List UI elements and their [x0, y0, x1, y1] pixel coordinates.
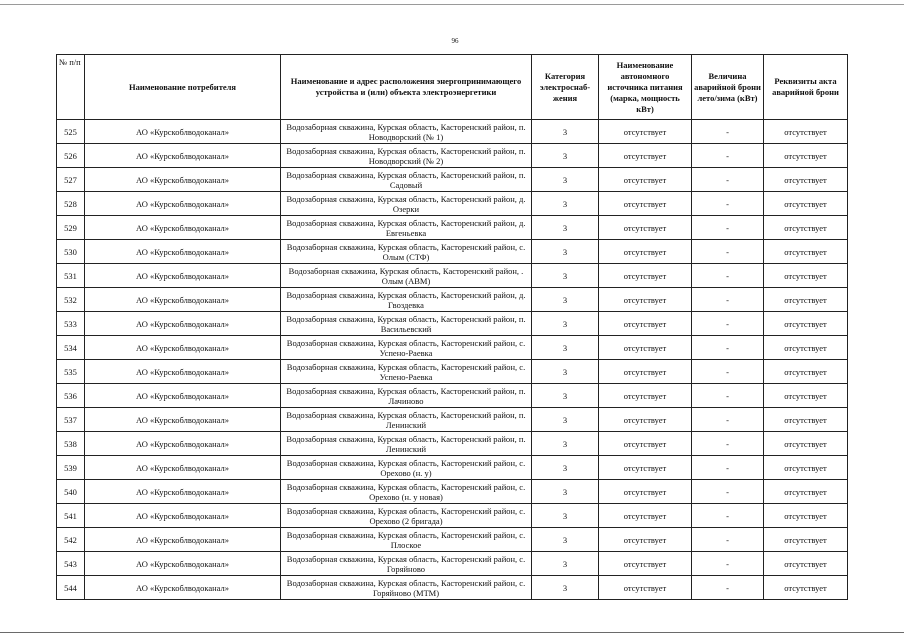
cell-consumer-name: АО «Курскоблводоканал»: [85, 480, 281, 504]
cell-supply-category: 3: [532, 432, 599, 456]
scan-top-edge: [0, 0, 904, 5]
cell-autonomous-source: отсутствует: [599, 360, 692, 384]
cell-row-number: 531: [57, 264, 85, 288]
table-row: [57, 384, 848, 408]
cell-autonomous-source: отсутствует: [599, 504, 692, 528]
cell-consumer-name: АО «Курскоблводоканал»: [85, 432, 281, 456]
cell-autonomous-source: отсутствует: [599, 192, 692, 216]
cell-emergency-reserve: -: [692, 192, 764, 216]
cell-object-address: Водозаборная скважина, Курская область, Касторенский район, с. Плоское: [281, 528, 532, 552]
cell-reserve-act: отсутствует: [764, 336, 848, 360]
cell-supply-category: 3: [532, 192, 599, 216]
cell-autonomous-source: отсутствует: [599, 336, 692, 360]
table-row: [57, 456, 848, 480]
cell-consumer-name: АО «Курскоблводоканал»: [85, 312, 281, 336]
cell-reserve-act: отсутствует: [764, 384, 848, 408]
cell-supply-category: 3: [532, 264, 599, 288]
cell-consumer-name: АО «Курскоблводоканал»: [85, 360, 281, 384]
cell-supply-category: 3: [532, 504, 599, 528]
cell-consumer-name: АО «Курскоблводоканал»: [85, 216, 281, 240]
cell-autonomous-source: отсутствует: [599, 432, 692, 456]
cell-row-number: 525: [57, 120, 85, 144]
cell-autonomous-source: отсутствует: [599, 384, 692, 408]
cell-emergency-reserve: -: [692, 336, 764, 360]
cell-supply-category: 3: [532, 552, 599, 576]
cell-row-number: 537: [57, 408, 85, 432]
header-row-number: № п/п: [57, 55, 85, 120]
cell-autonomous-source: отсутствует: [599, 456, 692, 480]
cell-row-number: 527: [57, 168, 85, 192]
cell-emergency-reserve: -: [692, 408, 764, 432]
table-row: [57, 168, 848, 192]
table-row: [57, 360, 848, 384]
cell-reserve-act: отсутствует: [764, 408, 848, 432]
cell-object-address: Водозаборная скважина, Курская область, Касторенский район, с. Олым (СТФ): [281, 240, 532, 264]
cell-consumer-name: АО «Курскоблводоканал»: [85, 456, 281, 480]
cell-emergency-reserve: -: [692, 216, 764, 240]
cell-emergency-reserve: -: [692, 576, 764, 600]
cell-emergency-reserve: -: [692, 432, 764, 456]
cell-autonomous-source: отсутствует: [599, 240, 692, 264]
cell-object-address: Водозаборная скважина, Курская область, Касторенский район, п. Новодворский (№ 1): [281, 120, 532, 144]
header-object-address: Наименование и адрес расположения энергопринимающего устройства и (или) объекта электроэнергетики: [281, 55, 532, 120]
table-row: [57, 312, 848, 336]
table-row: [57, 216, 848, 240]
cell-autonomous-source: отсутствует: [599, 288, 692, 312]
cell-reserve-act: отсутствует: [764, 432, 848, 456]
cell-row-number: 528: [57, 192, 85, 216]
cell-autonomous-source: отсутствует: [599, 216, 692, 240]
header-consumer-name: Наименование потребителя: [85, 55, 281, 120]
cell-emergency-reserve: -: [692, 120, 764, 144]
header-autonomous-source: Наименование автономного источника питания (марка, мощность кВт): [599, 55, 692, 120]
table-row: [57, 192, 848, 216]
table-row: [57, 408, 848, 432]
cell-object-address: Водозаборная скважина, Курская область, Касторенский район, с. Успено-Раевка: [281, 360, 532, 384]
scan-bottom-edge: [0, 632, 904, 640]
cell-emergency-reserve: -: [692, 504, 764, 528]
cell-reserve-act: отсутствует: [764, 192, 848, 216]
cell-reserve-act: отсутствует: [764, 168, 848, 192]
cell-emergency-reserve: -: [692, 240, 764, 264]
cell-autonomous-source: отсутствует: [599, 408, 692, 432]
cell-autonomous-source: отсутствует: [599, 528, 692, 552]
header-supply-category: Категория электроснаб-жения: [532, 55, 599, 120]
cell-emergency-reserve: -: [692, 264, 764, 288]
table-body: [57, 120, 848, 600]
cell-reserve-act: отсутствует: [764, 144, 848, 168]
cell-row-number: 533: [57, 312, 85, 336]
cell-consumer-name: АО «Курскоблводоканал»: [85, 528, 281, 552]
cell-autonomous-source: отсутствует: [599, 120, 692, 144]
cell-reserve-act: отсутствует: [764, 120, 848, 144]
table-row: [57, 552, 848, 576]
cell-consumer-name: АО «Курскоблводоканал»: [85, 192, 281, 216]
cell-reserve-act: отсутствует: [764, 360, 848, 384]
cell-consumer-name: АО «Курскоблводоканал»: [85, 552, 281, 576]
cell-autonomous-source: отсутствует: [599, 144, 692, 168]
table-row: [57, 264, 848, 288]
table-row: [57, 432, 848, 456]
header-emergency-reserve: Величина аварийной брони лето/зима (кВт): [692, 55, 764, 120]
cell-emergency-reserve: -: [692, 552, 764, 576]
consumer-table: [56, 54, 848, 600]
cell-supply-category: 3: [532, 480, 599, 504]
cell-object-address: Водозаборная скважина, Курская область, Касторенский район, п. Садовый: [281, 168, 532, 192]
cell-object-address: Водозаборная скважина, Курская область, Касторенский район, с. Успено-Раевка: [281, 336, 532, 360]
cell-emergency-reserve: -: [692, 480, 764, 504]
cell-consumer-name: АО «Курскоблводоканал»: [85, 144, 281, 168]
cell-reserve-act: отсутствует: [764, 312, 848, 336]
cell-reserve-act: отсутствует: [764, 456, 848, 480]
table-row: [57, 528, 848, 552]
cell-row-number: 526: [57, 144, 85, 168]
cell-object-address: Водозаборная скважина, Курская область, Касторенский район, с. Горяйново (МТМ): [281, 576, 532, 600]
table-row: [57, 288, 848, 312]
cell-row-number: 532: [57, 288, 85, 312]
cell-object-address: Водозаборная скважина, Курская область, Касторенский район, с. Орехово (н. у): [281, 456, 532, 480]
cell-emergency-reserve: -: [692, 384, 764, 408]
cell-supply-category: 3: [532, 240, 599, 264]
table-row: [57, 240, 848, 264]
cell-supply-category: 3: [532, 336, 599, 360]
cell-supply-category: 3: [532, 288, 599, 312]
cell-row-number: 541: [57, 504, 85, 528]
cell-supply-category: 3: [532, 120, 599, 144]
cell-autonomous-source: отсутствует: [599, 168, 692, 192]
cell-supply-category: 3: [532, 168, 599, 192]
cell-emergency-reserve: -: [692, 168, 764, 192]
cell-row-number: 529: [57, 216, 85, 240]
cell-reserve-act: отсутствует: [764, 528, 848, 552]
cell-autonomous-source: отсутствует: [599, 552, 692, 576]
cell-supply-category: 3: [532, 360, 599, 384]
cell-consumer-name: АО «Курскоблводоканал»: [85, 408, 281, 432]
cell-consumer-name: АО «Курскоблводоканал»: [85, 240, 281, 264]
cell-reserve-act: отсутствует: [764, 216, 848, 240]
cell-autonomous-source: отсутствует: [599, 312, 692, 336]
table-row: [57, 576, 848, 600]
cell-autonomous-source: отсутствует: [599, 480, 692, 504]
cell-object-address: Водозаборная скважина, Курская область, Касторенский район, . Олым (АВМ): [281, 264, 532, 288]
cell-supply-category: 3: [532, 408, 599, 432]
cell-object-address: Водозаборная скважина, Курская область, Касторенский район, с. Орехово (2 бригада): [281, 504, 532, 528]
cell-row-number: 530: [57, 240, 85, 264]
cell-supply-category: 3: [532, 528, 599, 552]
cell-consumer-name: АО «Курскоблводоканал»: [85, 120, 281, 144]
table-row: [57, 144, 848, 168]
cell-reserve-act: отсутствует: [764, 552, 848, 576]
cell-row-number: 536: [57, 384, 85, 408]
cell-reserve-act: отсутствует: [764, 576, 848, 600]
cell-consumer-name: АО «Курскоблводоканал»: [85, 384, 281, 408]
cell-supply-category: 3: [532, 384, 599, 408]
cell-consumer-name: АО «Курскоблводоканал»: [85, 576, 281, 600]
cell-consumer-name: АО «Курскоблводоканал»: [85, 264, 281, 288]
cell-consumer-name: АО «Курскоблводоканал»: [85, 504, 281, 528]
cell-reserve-act: отсутствует: [764, 480, 848, 504]
cell-emergency-reserve: -: [692, 288, 764, 312]
cell-supply-category: 3: [532, 312, 599, 336]
cell-row-number: 539: [57, 456, 85, 480]
cell-emergency-reserve: -: [692, 528, 764, 552]
cell-reserve-act: отсутствует: [764, 240, 848, 264]
cell-object-address: Водозаборная скважина, Курская область, Касторенский район, п. Лачиново: [281, 384, 532, 408]
table-header-row: [57, 55, 848, 120]
cell-consumer-name: АО «Курскоблводоканал»: [85, 168, 281, 192]
cell-object-address: Водозаборная скважина, Курская область, Касторенский район, д. Евгеньевка: [281, 216, 532, 240]
cell-object-address: Водозаборная скважина, Курская область, Касторенский район, п. Новодворский (№ 2): [281, 144, 532, 168]
table-row: [57, 336, 848, 360]
cell-object-address: Водозаборная скважина, Курская область, Касторенский район, п. Васильевский: [281, 312, 532, 336]
cell-emergency-reserve: -: [692, 456, 764, 480]
cell-consumer-name: АО «Курскоблводоканал»: [85, 336, 281, 360]
cell-emergency-reserve: -: [692, 312, 764, 336]
cell-object-address: Водозаборная скважина, Курская область, Касторенский район, д. Озерки: [281, 192, 532, 216]
cell-row-number: 535: [57, 360, 85, 384]
cell-reserve-act: отсутствует: [764, 288, 848, 312]
header-reserve-act: Реквизиты акта аварийной брони: [764, 55, 848, 120]
cell-object-address: Водозаборная скважина, Курская область, Касторенский район, п. Ленинский: [281, 432, 532, 456]
cell-object-address: Водозаборная скважина, Курская область, Касторенский район, п. Ленинский: [281, 408, 532, 432]
cell-emergency-reserve: -: [692, 144, 764, 168]
cell-autonomous-source: отсутствует: [599, 264, 692, 288]
cell-row-number: 534: [57, 336, 85, 360]
cell-supply-category: 3: [532, 216, 599, 240]
cell-row-number: 540: [57, 480, 85, 504]
table-row: [57, 504, 848, 528]
cell-supply-category: 3: [532, 576, 599, 600]
cell-reserve-act: отсутствует: [764, 504, 848, 528]
cell-supply-category: 3: [532, 456, 599, 480]
cell-row-number: 542: [57, 528, 85, 552]
cell-object-address: Водозаборная скважина, Курская область, Касторенский район, с. Горяйново: [281, 552, 532, 576]
cell-object-address: Водозаборная скважина, Курская область, Касторенский район, д. Гвоздевка: [281, 288, 532, 312]
cell-supply-category: 3: [532, 144, 599, 168]
cell-reserve-act: отсутствует: [764, 264, 848, 288]
table-row: [57, 120, 848, 144]
table-row: [57, 480, 848, 504]
page-number: 96: [451, 37, 459, 45]
cell-row-number: 544: [57, 576, 85, 600]
cell-consumer-name: АО «Курскоблводоканал»: [85, 288, 281, 312]
cell-row-number: 538: [57, 432, 85, 456]
cell-emergency-reserve: -: [692, 360, 764, 384]
cell-autonomous-source: отсутствует: [599, 576, 692, 600]
cell-row-number: 543: [57, 552, 85, 576]
cell-object-address: Водозаборная скважина, Курская область, Касторенский район, с. Орехово (н. у новая): [281, 480, 532, 504]
